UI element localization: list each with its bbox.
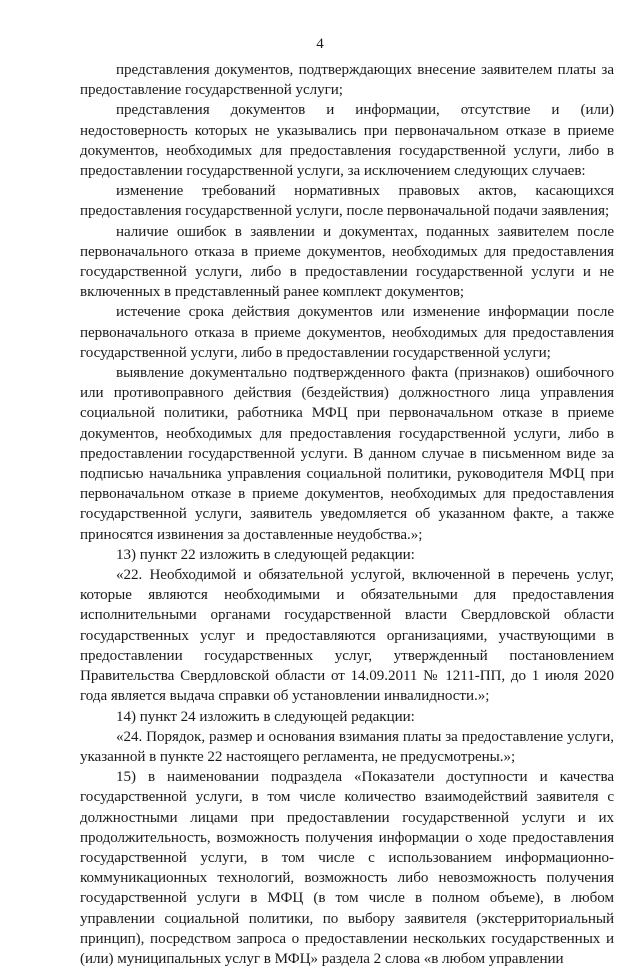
paragraph: представления документов, подтверждающих внесение заявителем платы за предоставление государственной услуги; <box>80 62 614 99</box>
paragraph: истечение срока действия документов или изменение информации после первоначального отказа в приеме документов, необходимых для предоставления государственной услуги, либо в предоставлении государственной услуги; <box>80 304 614 361</box>
page-number: 4 <box>316 36 324 52</box>
document-body <box>80 60 614 969</box>
paragraph: «22. Необходимой и обязательной услугой, включенной в перечень услуг, которые являются необходимыми и обязательными для предоставления исполнительными органами государственной власти Свердловской области государственных услуг и предоставляются организациями, участвующими в предоставлении государственных услуг, утвержденный постановлением Правительства Свердловской области от 14.09.2011 № 1211-ПП, до 1 июля 2020 года является выдача справки об установлении инвалидности.»; <box>80 567 614 705</box>
paragraph: 15) в наименовании подраздела «Показатели доступности и качества государственной услуги, в том числе количество взаимодействий заявителя с должностными лицами при предоставлении государственной услуги и их продолжительность, возможность получения информации о ходе предоставления государственной услуги, в том числе с использованием информационно-коммуникационных технологий, возможность либо невозможность получения государственной услуги в МФЦ (в том числе в полном объеме), в любом управлении социальной политики, по выбору заявителя (экстерриториальный принцип), посредством запроса о предоставлении нескольких государственных и (или) муниципальных услуг в МФЦ» раздела 2 слова «в любом управлении <box>80 769 614 967</box>
paragraph: «24. Порядок, размер и основания взимания платы за предоставление услуги, указанной в пункте 22 настоящего регламента, не предусмотрены.»; <box>80 728 614 765</box>
paragraph: 13) пункт 22 изложить в следующей редакции: <box>116 546 415 563</box>
paragraph: представления документов и информации, отсутствие и (или) недостоверность которых не указывались при первоначальном отказе в приеме документов, необходимых для предоставления государственной услуги, либо в предоставлении государственной услуги, за исключением следующих случаев: <box>80 102 614 180</box>
paragraph: наличие ошибок в заявлении и документах, поданных заявителем после первоначального отказа в приеме документов, необходимых для предоставления государственной услуги, либо в предоставлении государственной услуги и не включенных в представленный ранее комплект документов; <box>80 223 614 301</box>
paragraph: выявление документально подтвержденного факта (признаков) ошибочного или противоправного действия (бездействия) должностного лица управления социальной политики, работника МФЦ при первоначальном отказе в приеме документов, необходимых для предоставления государственной услуги, либо в предоставлении государственной услуги. В данном случае в письменном виде за подписью начальника управления социальной политики, руководителя МФЦ при первоначальном отказе в приеме документов, необходимых для предоставления государственной услуги, заявитель уведомляется об указанном факте, а также приносятся извинения за доставленные неудобства.»; <box>80 365 614 543</box>
paragraph: 14) пункт 24 изложить в следующей редакции: <box>116 708 415 725</box>
paragraph: изменение требований нормативных правовых актов, касающихся предоставления государственной услуги, после первоначальной подачи заявления; <box>80 183 614 220</box>
